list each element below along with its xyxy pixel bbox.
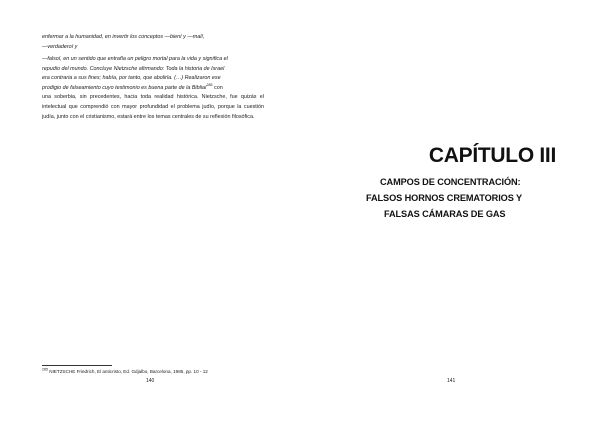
quoted-passage xyxy=(42,33,264,52)
footnote-text: NIETZSCHE Friedrich, El anticristo, Ed. Gdjalbo, Barcelona, 1985, pp. 10 - 12 xyxy=(48,369,208,374)
footnote-marker: 285 xyxy=(206,82,213,87)
text-line: enfermar a la humanidad, en invertir los conceptos —biení y —malí, xyxy=(42,34,205,40)
footnote-divider xyxy=(42,365,112,366)
page-number: 140 xyxy=(146,378,155,384)
line-tail: con xyxy=(212,84,223,91)
page-number: 141 xyxy=(447,378,456,384)
chapter-subtitle-line-1: CAMPOS DE CONCENTRACIÓN: xyxy=(380,177,521,187)
body-paragraph: una soberbia, sin precedentes, hacia toda realidad histórica. Nietzsche, fue quizás el intelectual que comprendió con mayor profundidad el problema judío, porque la cuestión judía, junto con el cristianismo, estará entre los temas centrales de su reflexión filosófica. xyxy=(42,94,264,120)
chapter-title: CAPÍTULO III xyxy=(428,144,556,167)
chapter-subtitle-line-3: FALSAS CÁMARAS DE GAS xyxy=(384,209,506,219)
chapter-subtitle-line-2: FALSOS HORNOS CREMATORIOS Y xyxy=(366,193,523,203)
quoted-passage-continued xyxy=(42,55,264,122)
text-line xyxy=(42,84,264,94)
footnote xyxy=(42,369,272,375)
text-line: —verdaderoí y xyxy=(42,43,78,50)
footnote-number: 285 xyxy=(42,367,48,372)
quote-end: prodigio de falseamiento cuyo testimonio es buena parte de la Bibliaí xyxy=(42,84,207,91)
text-line: —falsoí, en un sentido que entraña un peligro mortal para la vida y significa el xyxy=(42,56,228,62)
text-line: repudio del mundo. Concluye Nietzsche afirmando: Toda la historia de Israel xyxy=(42,65,225,72)
text-line: era contraria a sus fines; había, por tanto, que abolirla. (…) Realizaron ese xyxy=(42,75,221,82)
right-page xyxy=(300,0,600,424)
